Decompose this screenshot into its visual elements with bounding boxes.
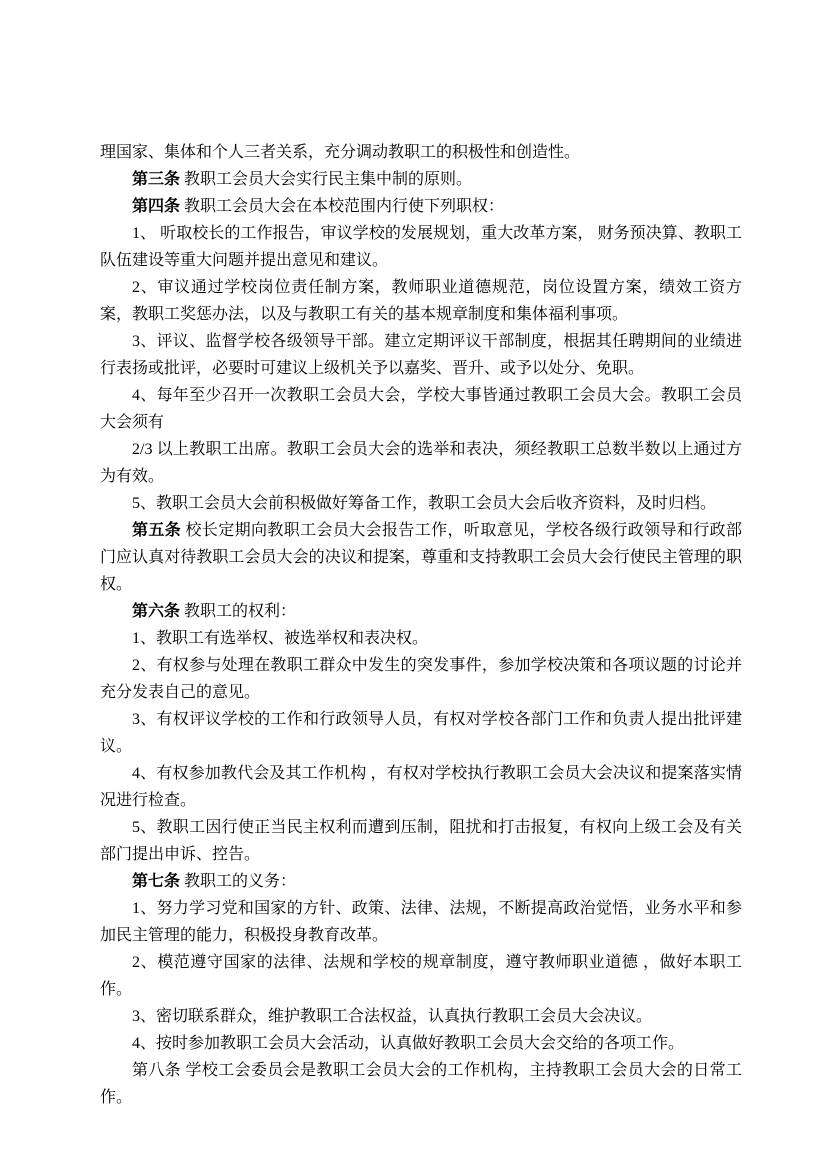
document-body: [100, 139, 742, 1111]
article-heading: 第五条: [132, 522, 182, 539]
text-run: 2、有权参与处理在教职工群众中发生的突发事件，参加学校决策和各项议题的讨论并充分发表自己的意见。: [100, 657, 742, 701]
text-run: 2/3 以上教职工出席。教职工会员大会的选举和表决，须经教职工总数半数以上通过方为有效。: [100, 441, 742, 485]
article-heading: 第七条: [132, 873, 181, 890]
paragraph: [100, 652, 742, 706]
paragraph: [100, 220, 742, 274]
text-run: 4、有权参加教代会及其工作机构 ，有权对学校执行教职工会员大会决议和提案落实情况进行检查。: [100, 765, 742, 809]
text-run: 1、 听取校长的工作报告，审议学校的发展规划，重大改革方案， 财务预决算、教职工队伍建设等重大问题并提出意见和建议。: [100, 225, 742, 269]
text-run: 3、有权评议学校的工作和行政领导人员，有权对学校各部门工作和负责人提出批评建议。: [100, 711, 742, 755]
paragraph: [100, 328, 742, 382]
text-run: 3、评议、监督学校各级领导干部。建立定期评议干部制度，根据其任聘期间的业绩进行表扬或批评，必要时可建议上级机关予以嘉奖、晋升、或予以处分、免职。: [100, 333, 742, 377]
paragraph: [100, 814, 742, 868]
text-run: 教职工会员大会实行民主集中制的原则。: [180, 171, 473, 188]
paragraph: [100, 760, 742, 814]
article-heading: 第六条: [132, 603, 181, 620]
paragraph: [100, 490, 742, 517]
text-run: 3、密切联系群众，维护教职工合法权益，认真执行教职工会员大会决议。: [132, 1008, 653, 1025]
text-run: 教职工的权利：: [180, 603, 297, 620]
text-run: 教职工的义务：: [180, 873, 297, 890]
paragraph: [100, 895, 742, 949]
paragraph: [100, 517, 742, 598]
paragraph: [100, 1057, 742, 1111]
paragraph: [100, 274, 742, 328]
text-run: 第八条 学校工会委员会是教职工会员大会的工作机构，主持教职工会员大会的日常工作。: [100, 1062, 742, 1106]
text-run: 1、努力学习党和国家的方针、政策、法律、法规，不断提高政治觉悟，业务水平和参加民主管理的能力，积极投身教育改革。: [100, 900, 742, 944]
text-run: 4、每年至少召开一次教职工会员大会，学校大事皆通过教职工会员大会。教职工会员大会须有: [100, 387, 742, 431]
text-run: 1、教职工有选举权、被选举权和表决权。: [132, 630, 429, 647]
paragraph: [100, 625, 742, 652]
article-heading: 第三条: [132, 171, 181, 188]
text-run: 2、审议通过学校岗位责任制方案，教师职业道德规范，岗位设置方案，绩效工资方案，教职工奖惩办法，以及与教职工有关的基本规章制度和集体福利事项。: [100, 279, 742, 323]
text-run: 校长定期向教职工会员大会报告工作，听取意见，学校各级行政领导和行政部门应认真对待教职工会员大会的决议和提案，尊重和支持教职工会员大会行使民主管理的职权。: [100, 522, 742, 593]
paragraph: [100, 1030, 742, 1057]
paragraph: [100, 193, 742, 220]
paragraph: [100, 139, 742, 166]
text-run: 5、教职工会员大会前积极做好筹备工作，教职工会员大会后收齐资料，及时归档。: [132, 495, 717, 512]
paragraph: [100, 868, 742, 895]
text-run: 教职工会员大会在本校范围内行使下列职权：: [180, 198, 505, 215]
paragraph: [100, 706, 742, 760]
paragraph: [100, 382, 742, 436]
paragraph: [100, 949, 742, 1003]
paragraph: [100, 598, 742, 625]
text-run: 5、教职工因行使正当民主权利而遭到压制，阻扰和打击报复，有权向上级工会及有关部门提出申诉、控告。: [100, 819, 742, 863]
text-run: 4、按时参加教职工会员大会活动，认真做好教职工会员大会交给的各项工作。: [132, 1035, 685, 1052]
paragraph: [100, 436, 742, 490]
paragraph: [100, 1003, 742, 1030]
article-heading: 第四条: [132, 198, 181, 215]
text-run: 理国家、集体和个人三者关系，充分调动教职工的积极性和创造性。: [100, 144, 581, 161]
text-run: 2、模范遵守国家的法律、法规和学校的规章制度，遵守教师职业道德 ，做好本职工作。: [100, 954, 742, 998]
paragraph: [100, 166, 742, 193]
